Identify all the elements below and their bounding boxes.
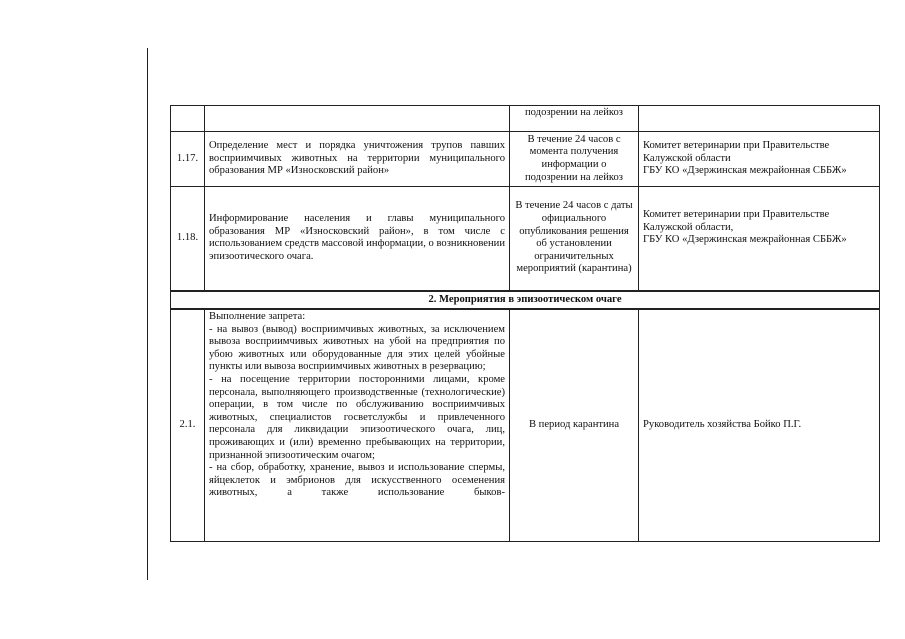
section-title: 2. Мероприятия в эпизоотическом очаге — [171, 291, 880, 310]
measure-cell — [205, 309, 510, 541]
section-header-row — [171, 291, 880, 310]
measure-cell: Определение мест и порядка уничтожения трупов павших восприимчивых животных на территории муниципального образования МР «Износковский район» — [205, 132, 510, 187]
term-cell: подозрении на лейкоз — [510, 106, 639, 132]
responsible-cell — [639, 106, 880, 132]
table-row — [171, 106, 880, 132]
measure-paragraph: - на вывоз (вывод) восприимчивых животных, за исключением вывоза восприимчивых животных на убой на предприятия по убою животных или оборудованные для этих целей убойные пункты или вывоза восприимчивых животных в резервацию; — [209, 323, 505, 373]
term-cell: В течение 24 часов с момента получения информации о подозрении на лейкоз — [510, 132, 639, 187]
measure-cell — [205, 106, 510, 132]
measure-paragraph: - на сбор, обработку, хранение, вывоз и использование спермы, яйцеклеток и эмбрионов для искусственного осеменения животных, а также использование быков- — [209, 462, 505, 499]
term-cell: В период карантина — [510, 309, 639, 541]
page-margin-line — [147, 48, 148, 580]
row-number: 1.17. — [171, 132, 205, 187]
responsible-cell: Руководитель хозяйства Бойко П.Г. — [639, 309, 880, 541]
responsible-cell: Комитет ветеринарии при Правительстве Калужской области ГБУ КО «Дзержинская межрайонная СББЖ» — [639, 132, 880, 187]
measures-table — [170, 105, 880, 542]
table-row — [171, 187, 880, 291]
measure-cell: Информирование населения и главы муниципального образования МР «Износковский район», в том числе с использованием средств массовой информации, о возникновении эпизоотического очага. — [205, 187, 510, 291]
row-number — [171, 106, 205, 132]
responsible-cell: Комитет ветеринарии при Правительстве Калужской области, ГБУ КО «Дзержинская межрайонная СББЖ» — [639, 187, 880, 291]
measure-paragraph: Выполнение запрета: — [209, 311, 306, 323]
table-row — [171, 309, 880, 541]
row-number: 1.18. — [171, 187, 205, 291]
row-number: 2.1. — [171, 309, 205, 541]
term-cell: В течение 24 часов с даты официального опубликования решения об установлении ограничительных мероприятий (карантина) — [510, 187, 639, 291]
measure-paragraph: - на посещение территории посторонними лицами, кроме персонала, выполняющего производственные (технологические) операции, в том числе по обслуживанию восприимчивых животных, специалистов госветслужбы и привлеченного персонала для ликвидации эпизоотического очага, лиц, проживающих и (или) временно пребывающих на территории, признанной эпизоотическим очагом; — [209, 374, 505, 461]
table-row — [171, 132, 880, 187]
